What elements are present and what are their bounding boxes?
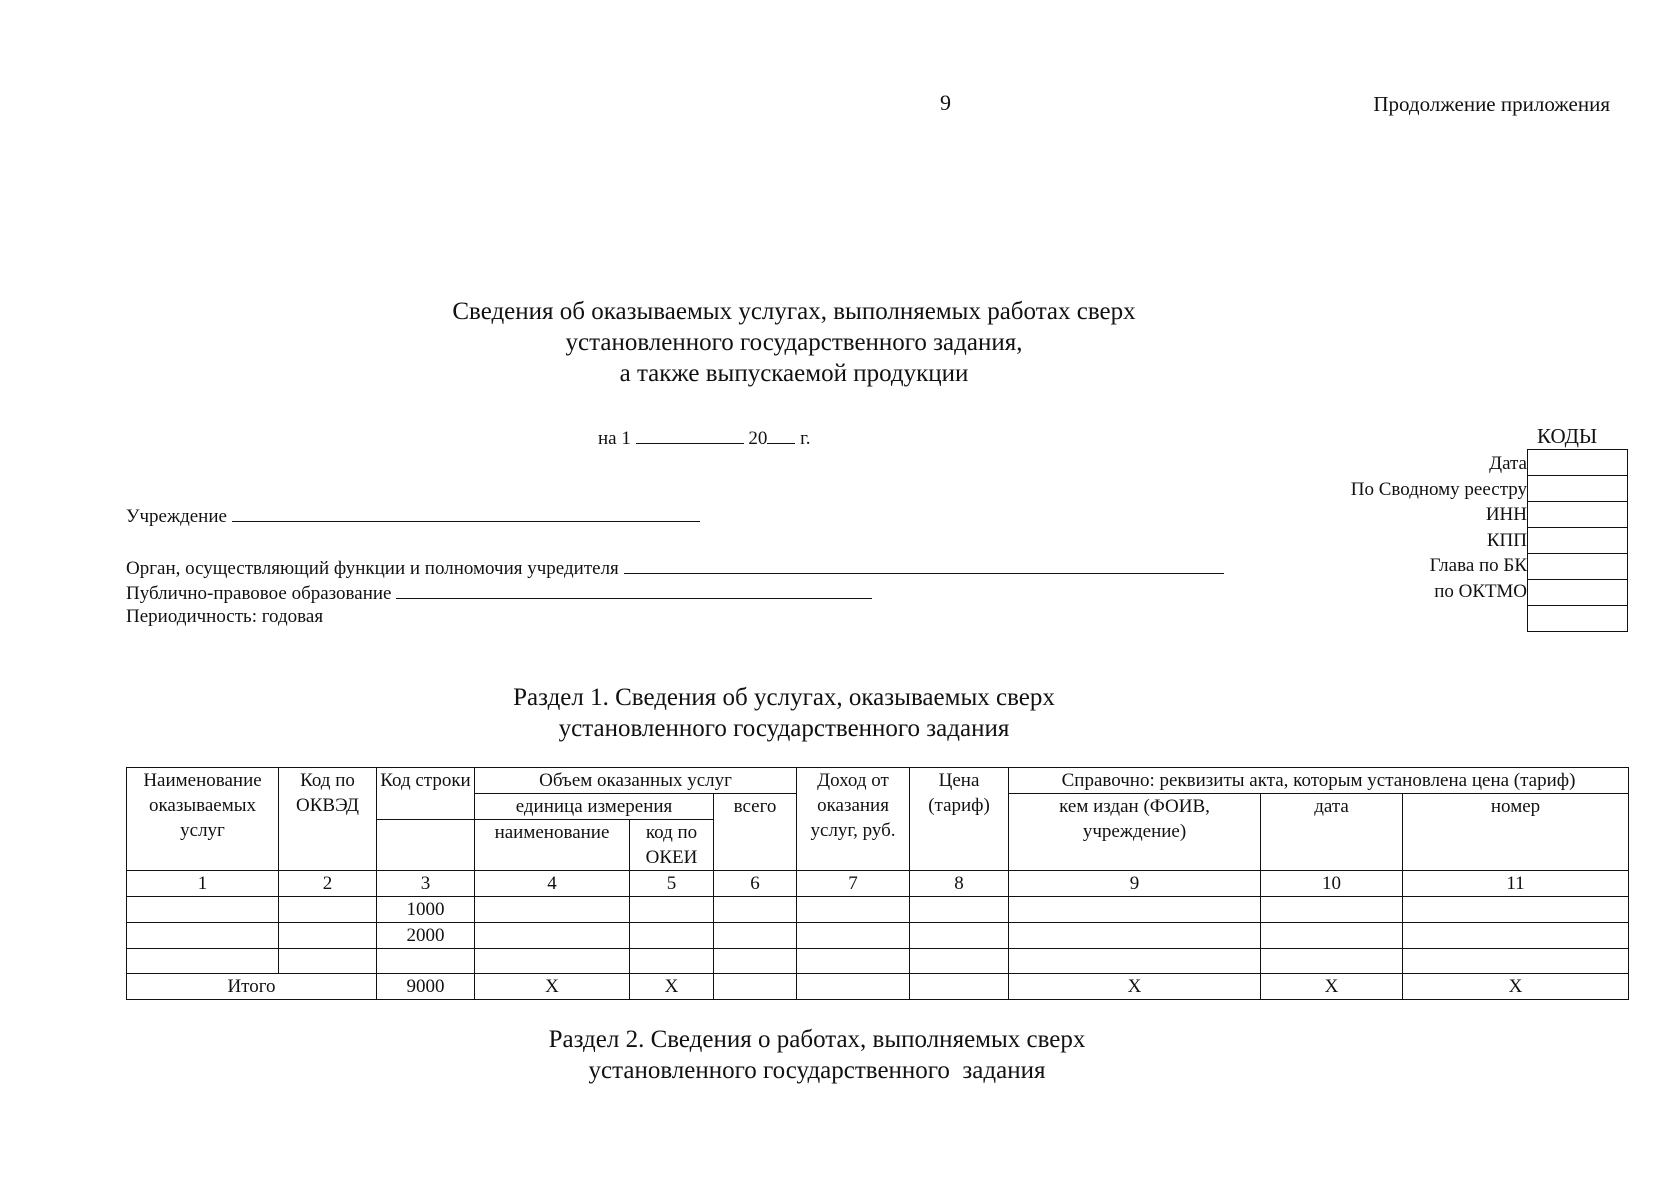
section2-title: [0, 1024, 1656, 1086]
cell[interactable]: [910, 974, 1009, 1000]
page-number: 9: [940, 90, 951, 115]
code-label-bk: Глава по БК: [1429, 555, 1527, 576]
code-cell-kpp[interactable]: [1528, 528, 1627, 554]
cell[interactable]: [1403, 923, 1629, 949]
report-date-line: [598, 425, 811, 450]
table-row: [127, 897, 1629, 923]
cell[interactable]: [1403, 897, 1629, 923]
public-entity-blank[interactable]: [396, 580, 872, 599]
header-service-name: Наименование оказываемых услуг: [127, 768, 279, 871]
total-label: Итого: [127, 974, 377, 1000]
continuation-note: Продолжение приложения: [1373, 92, 1610, 116]
code-cell-registry[interactable]: [1528, 476, 1627, 502]
section1-title: [0, 682, 1623, 744]
cell[interactable]: [910, 923, 1009, 949]
cell[interactable]: [630, 897, 714, 923]
col-number: 1: [127, 871, 279, 897]
codes-title: КОДЫ: [1537, 424, 1598, 448]
founder-blank[interactable]: [624, 555, 1224, 574]
institution-blank[interactable]: [232, 503, 700, 522]
cell[interactable]: [714, 974, 797, 1000]
public-entity-label: Публично-правовое образование: [126, 583, 392, 604]
header-volume: Объем оказанных услуг: [475, 768, 797, 794]
header-income: Доход от оказания услуг, руб.: [797, 768, 910, 871]
code-cell-inn[interactable]: [1528, 502, 1627, 528]
cell[interactable]: [1261, 949, 1403, 974]
header-okei: код по ОКЕИ: [630, 820, 714, 871]
document-title: [0, 296, 1633, 389]
code-label-inn: ИНН: [1485, 504, 1527, 525]
col-number: 8: [910, 871, 1009, 897]
header-issued-by: кем издан (ФОИВ, учреждение): [1009, 794, 1261, 871]
cell[interactable]: [910, 949, 1009, 974]
col-number: 7: [797, 871, 910, 897]
codes-labels: [1351, 451, 1527, 604]
cell[interactable]: [630, 923, 714, 949]
code-label-date: Дата: [1489, 453, 1527, 474]
cell[interactable]: [1403, 949, 1629, 974]
cell[interactable]: [797, 897, 910, 923]
code-cell-periodicity[interactable]: [1528, 606, 1627, 632]
header-reference: Справочно: реквизиты акта, которым установлена цена (тариф): [1009, 768, 1629, 794]
title-line: Сведения об оказываемых услугах, выполняемых работах сверх: [452, 298, 1136, 325]
total-okei: X: [630, 974, 714, 1000]
table-row: [127, 923, 1629, 949]
total-unit-name: X: [475, 974, 630, 1000]
section1-title-line: установленного государственного задания: [558, 715, 1010, 742]
code-label-oktmo: по ОКТМО: [1434, 580, 1527, 602]
header-price: Цена (тариф): [910, 768, 1009, 871]
cell[interactable]: [1009, 897, 1261, 923]
row-code: 1000: [377, 897, 475, 923]
column-numbers-row: [127, 871, 1629, 897]
header-total: всего: [714, 794, 797, 871]
title-line: установленного государственного задания,: [565, 329, 1023, 356]
col-number: 11: [1403, 871, 1629, 897]
code-label-kpp: КПП: [1486, 529, 1527, 551]
cell[interactable]: [475, 897, 630, 923]
cell[interactable]: [910, 897, 1009, 923]
code-cell-oktmo[interactable]: [1528, 580, 1627, 606]
col-number: 2: [279, 871, 377, 897]
header-row-code: Код строки: [377, 768, 475, 820]
cell[interactable]: [714, 897, 797, 923]
cell[interactable]: [279, 923, 377, 949]
date-blank[interactable]: [636, 425, 744, 444]
total-code: 9000: [377, 974, 475, 1000]
col-number: 3: [377, 871, 475, 897]
col-number: 4: [475, 871, 630, 897]
founder-field: [126, 555, 1224, 580]
cell[interactable]: [127, 949, 279, 974]
section1-title-line: Раздел 1. Сведения об услугах, оказываемых сверх: [513, 684, 1055, 711]
section2-title-line: Раздел 2. Сведения о работах, выполняемых сверх: [548, 1026, 1086, 1053]
periodicity-field: Периодичность: годовая: [126, 606, 324, 627]
cell[interactable]: [1009, 949, 1261, 974]
cell[interactable]: [797, 974, 910, 1000]
public-entity-field: [126, 580, 872, 605]
cell[interactable]: [797, 923, 910, 949]
code-cell-bk[interactable]: [1528, 554, 1627, 580]
section2-title-line: установленного государственного задания: [588, 1057, 1046, 1084]
header-unit-name: наименование: [475, 820, 630, 871]
col-number: 9: [1009, 871, 1261, 897]
cell[interactable]: [630, 949, 714, 974]
cell[interactable]: [1261, 923, 1403, 949]
header-okved: Код по ОКВЭД: [279, 768, 377, 871]
total-number: X: [1403, 974, 1629, 1000]
year-prefix: 20: [748, 428, 768, 449]
table-row: [127, 949, 1629, 974]
cell[interactable]: [127, 923, 279, 949]
total-issued-by: X: [1009, 974, 1261, 1000]
title-line: а также выпускаемой продукции: [619, 360, 969, 387]
cell[interactable]: [714, 923, 797, 949]
row-code: 2000: [377, 923, 475, 949]
codes-box: [1527, 449, 1628, 632]
cell[interactable]: [1009, 923, 1261, 949]
cell[interactable]: [475, 949, 630, 974]
header-date: дата: [1261, 794, 1403, 871]
cell[interactable]: [279, 949, 377, 974]
date-suffix: г.: [800, 428, 811, 449]
services-table: [126, 767, 1629, 1000]
year-blank[interactable]: [767, 425, 795, 444]
row-code: [377, 949, 475, 974]
code-label-registry: По Сводному реестру: [1350, 478, 1527, 500]
header-number: номер: [1403, 794, 1629, 871]
cell[interactable]: [279, 897, 377, 923]
total-row: [127, 974, 1629, 1000]
cell[interactable]: [127, 897, 279, 923]
header-row-code-blank: [377, 820, 475, 871]
col-number: 5: [630, 871, 714, 897]
code-cell-date[interactable]: [1528, 450, 1627, 476]
col-number: 10: [1261, 871, 1403, 897]
date-prefix: на 1: [598, 428, 631, 449]
cell[interactable]: [714, 949, 797, 974]
total-date: X: [1261, 974, 1403, 1000]
cell[interactable]: [797, 949, 910, 974]
founder-label: Орган, осуществляющий функции и полномочия учредителя: [126, 558, 619, 579]
institution-field: [126, 503, 700, 528]
col-number: 6: [714, 871, 797, 897]
institution-label: Учреждение: [126, 506, 227, 527]
header-unit: единица измерения: [475, 794, 714, 820]
cell[interactable]: [1261, 897, 1403, 923]
cell[interactable]: [475, 923, 630, 949]
